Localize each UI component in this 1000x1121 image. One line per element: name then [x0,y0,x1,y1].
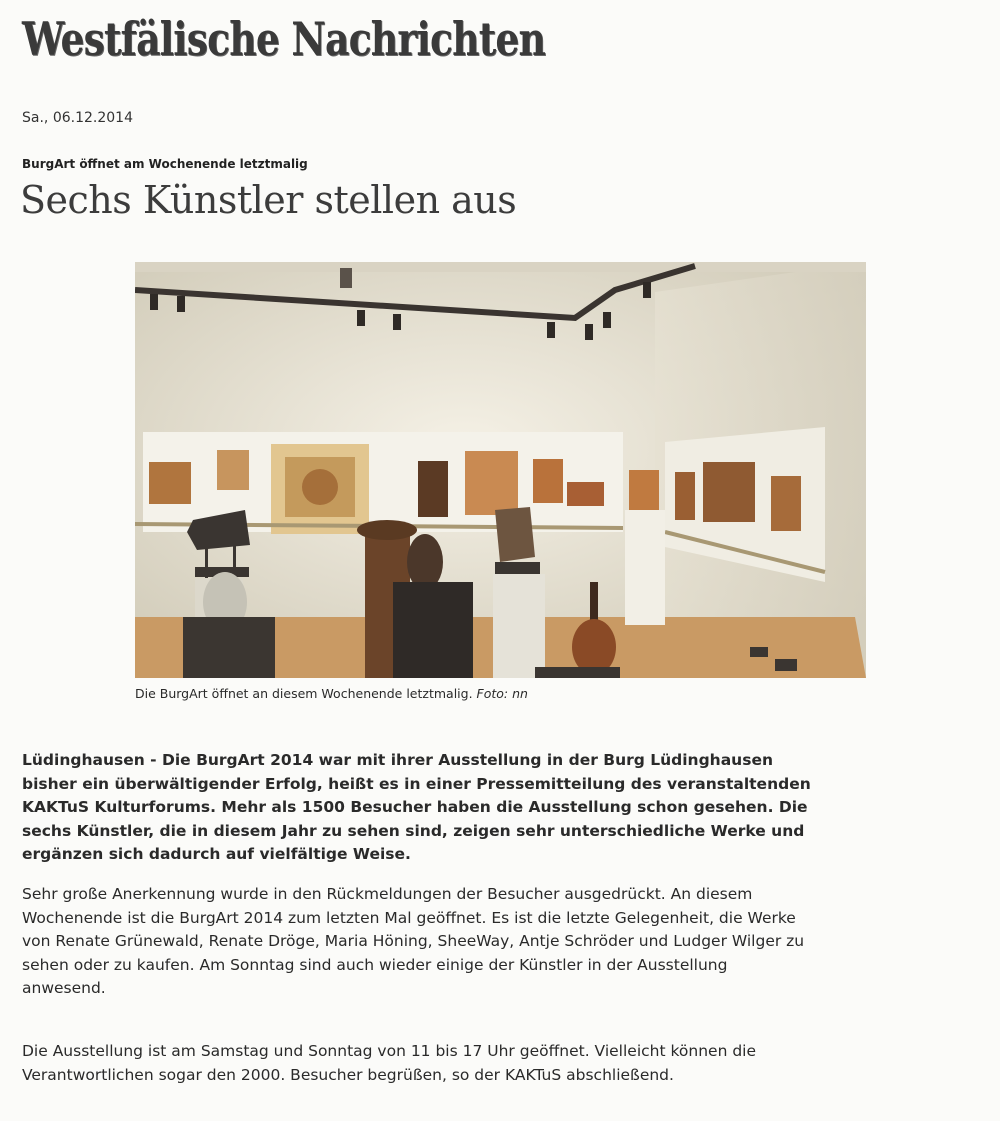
article-paragraph-2 [22,1040,982,1087]
lead-line: bisher ein überwältigender Erfolg, heißt es in einer Pressemitteilung des veranstaltenden [22,774,811,793]
paragraph-line: anwesend. [22,979,106,997]
article-headline: Sechs Künstler stellen aus [20,178,517,222]
photo-credit: Foto: nn [476,686,528,701]
lead-line: KAKTuS Kulturforums. Mehr als 1500 Besucher haben die Ausstellung schon gesehen. Die [22,798,808,816]
paragraph-line: Die Ausstellung ist am Samstag und Sonntag von 11 bis 17 Uhr geöffnet. Vielleicht können die [22,1042,756,1060]
paragraph-line: Sehr große Anerkennung wurde in den Rückmeldungen der Besucher ausgedrückt. An diesem [22,885,753,903]
article-paragraph-1 [22,883,982,1001]
caption-text: Die BurgArt öffnet an diesem Wochenende letztmalig. [135,686,473,701]
publication-date: Sa., 06.12.2014 [22,110,133,126]
lead-line: sechs Künstler, die in diesem Jahr zu sehen sind, zeigen sehr unterschiedliche Werke und [22,821,805,840]
lead-line: Lüdinghausen - Die BurgArt 2014 war mit ihrer Ausstellung in der Burg Lüdinghausen [22,751,773,769]
article-kicker: BurgArt öffnet am Wochenende letztmalig [22,157,308,171]
lead-line: ergänzen sich dadurch auf vielfältige Weise. [22,845,411,863]
newspaper-masthead: Westfälische Nachrichten [22,12,546,66]
photo-caption [135,686,528,701]
gallery-photo [135,262,866,678]
paragraph-line: Wochenende ist die BurgArt 2014 zum letzten Mal geöffnet. Es ist die letzte Gelegenheit, die Werke [22,908,796,927]
paragraph-line: sehen oder zu kaufen. Am Sonntag sind auch wieder einige der Künstler in der Ausstellung [22,955,728,974]
article-lead [22,749,982,867]
paragraph-line: Verantwortlichen sogar den 2000. Besucher begrüßen, so der KAKTuS abschließend. [22,1065,674,1084]
paragraph-line: von Renate Grünewald, Renate Dröge, Maria Höning, SheeWay, Antje Schröder und Ludger Wilger zu [22,932,805,950]
